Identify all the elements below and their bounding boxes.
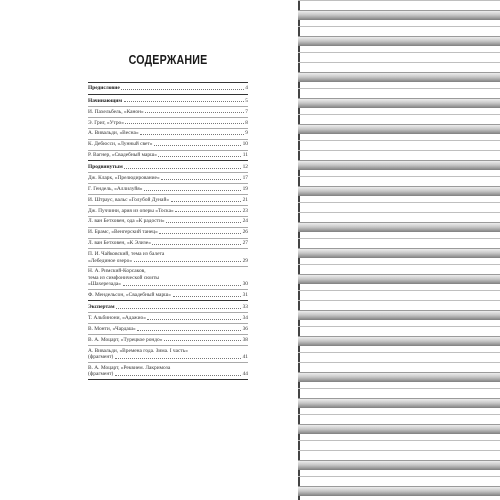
toc-section-heading[interactable]	[88, 83, 248, 94]
toc-page-number: 29	[242, 257, 248, 264]
toc-page-number: 44	[242, 371, 248, 378]
toc-entry[interactable]	[88, 150, 248, 161]
piano-black-key	[298, 10, 500, 20]
dot-leader	[121, 89, 244, 90]
toc-entry-label: тема из симфонической сюиты	[88, 274, 160, 281]
piano-white-key-divider	[298, 440, 500, 441]
piano-white-key-divider	[298, 352, 500, 353]
toc-page-number: 31	[242, 292, 248, 299]
toc-entry[interactable]	[88, 128, 248, 139]
toc-entry-label: Л. ван Бетховен, «К Элизе»	[88, 240, 151, 247]
toc-entry[interactable]	[88, 248, 248, 265]
piano-black-key	[298, 98, 500, 108]
piano-black-key	[298, 274, 500, 284]
piano-white-key-divider	[298, 114, 500, 115]
dot-leader	[115, 375, 241, 376]
toc-entry-label: Дж. Кларк, «Прелюдирование»	[88, 174, 160, 181]
toc-page-number: 17	[242, 174, 248, 181]
toc-section	[88, 94, 248, 160]
dot-leader	[152, 244, 241, 245]
piano-white-key-divider	[298, 202, 500, 203]
toc-entry-label: В. А. Моцарт, «Турецкое рондо»	[88, 336, 163, 343]
piano-black-key	[298, 486, 500, 496]
table-of-contents	[88, 82, 248, 380]
toc-entry-label: Э. Григ, «Утро»	[88, 119, 124, 126]
dot-leader	[123, 285, 242, 286]
toc-page-number: 30	[242, 281, 248, 288]
page-title: СОДЕРЖАНИЕ	[128, 52, 208, 67]
dot-leader	[161, 179, 241, 180]
toc-entry[interactable]	[88, 323, 248, 334]
dot-leader	[134, 261, 242, 262]
dot-leader	[154, 145, 241, 146]
piano-black-key	[298, 248, 500, 258]
piano-white-key-divider	[298, 290, 500, 291]
dot-leader	[147, 319, 241, 320]
toc-entry[interactable]	[88, 183, 248, 194]
toc-section	[88, 300, 248, 380]
toc-entry[interactable]	[88, 227, 248, 238]
toc-entry-label: Р. Вагнер, «Свадебный марш»	[88, 152, 157, 159]
toc-page-number: 5	[245, 97, 248, 104]
dot-leader	[145, 112, 244, 113]
piano-white-key-divider	[298, 212, 500, 213]
toc-entry[interactable]	[88, 289, 248, 300]
toc-entry[interactable]	[88, 312, 248, 323]
toc-entry[interactable]	[88, 345, 248, 362]
toc-entry-label: Экспертам	[88, 303, 115, 310]
toc-page-number: 4	[245, 85, 248, 92]
toc-entry[interactable]	[88, 238, 248, 249]
toc-page-number: 41	[242, 353, 248, 360]
toc-section-heading[interactable]	[88, 95, 248, 106]
toc-entry-label: Начинающим	[88, 97, 123, 104]
toc-entry-label: Ф. Мендельсон, «Свадебный марш»	[88, 292, 171, 299]
toc-entry[interactable]	[88, 106, 248, 117]
toc-page-number: 38	[242, 336, 248, 343]
toc-section	[88, 160, 248, 300]
piano-white-key-divider	[298, 362, 500, 363]
piano-white-key-divider	[298, 388, 500, 389]
toc-entry[interactable]	[88, 216, 248, 227]
piano-black-key	[298, 72, 500, 82]
toc-page-number: 27	[242, 240, 248, 247]
toc-entry-label: (фрагмент)	[88, 353, 114, 360]
dot-leader	[158, 156, 241, 157]
toc-entry-label: «Лебединое озеро»	[88, 257, 133, 264]
dot-leader	[125, 123, 243, 124]
toc-entry-label: (фрагмент)	[88, 371, 114, 378]
dot-leader	[173, 296, 242, 297]
toc-entry-label: И. Штраус, вальс «Голубой Дунай»	[88, 196, 170, 203]
toc-page-number: 9	[245, 130, 248, 137]
dot-leader	[115, 358, 241, 359]
toc-entry[interactable]	[88, 172, 248, 183]
dot-leader	[166, 222, 241, 223]
toc-entry[interactable]	[88, 362, 248, 379]
dot-leader	[171, 201, 242, 202]
dot-leader	[137, 330, 241, 331]
piano-white-key-divider	[298, 476, 500, 477]
toc-page-number: 19	[242, 185, 248, 192]
dot-leader	[159, 233, 241, 234]
piano-black-key	[298, 124, 500, 134]
toc-entry-label: В. Монти, «Чардаш»	[88, 325, 136, 332]
toc-page-number: 23	[242, 207, 248, 214]
piano-black-key	[298, 160, 500, 170]
toc-page-number: 34	[242, 314, 248, 321]
toc-entry-label: В. А. Моцарт, «Реквием. Лакримоза	[88, 364, 171, 371]
dot-leader	[124, 101, 244, 102]
toc-entry[interactable]	[88, 266, 248, 290]
toc-entry-label: Т. Альбинони, «Адажио»	[88, 314, 146, 321]
toc-entry-label: Предисловие	[88, 85, 120, 92]
dot-leader	[175, 211, 241, 212]
toc-entry-label: Продвинутым	[88, 163, 123, 170]
dot-leader	[164, 340, 241, 341]
toc-entry-label: К. Дебюсси, «Лунный свет»	[88, 141, 153, 148]
piano-black-key	[298, 310, 500, 320]
toc-section-heading[interactable]	[88, 161, 248, 172]
toc-page-number: 7	[245, 108, 248, 115]
piano-white-key-divider	[298, 264, 500, 265]
toc-page-number: 24	[242, 218, 248, 225]
toc-entry[interactable]	[88, 139, 248, 150]
toc-entry-label: Н. А. Римский-Корсаков,	[88, 268, 146, 275]
piano-white-key-divider	[298, 450, 500, 451]
piano-white-key-divider	[298, 140, 500, 141]
toc-entry-label: Дж. Пуччини, ария из оперы «Тоска»	[88, 207, 174, 214]
piano-white-key-divider	[298, 414, 500, 415]
toc-page-number: 10	[242, 141, 248, 148]
toc-entry[interactable]	[88, 205, 248, 216]
dot-leader	[124, 168, 241, 169]
dot-leader	[144, 190, 241, 191]
piano-black-key	[298, 398, 500, 408]
piano-black-key	[298, 186, 500, 196]
toc-entry-label: И. Брамс, «Венгерский танец»	[88, 229, 158, 236]
toc-page-number: 26	[242, 229, 248, 236]
dot-leader	[140, 134, 244, 135]
piano-black-key	[298, 372, 500, 382]
piano-black-key	[298, 336, 500, 346]
piano-white-key-divider	[298, 62, 500, 63]
piano-black-key	[298, 222, 500, 232]
toc-page-number: 12	[242, 163, 248, 170]
toc-page-number: 36	[242, 325, 248, 332]
toc-page-number: 8	[245, 119, 248, 126]
toc-entry-label: Г. Гендель, «Аллилуйя»	[88, 185, 143, 192]
piano-white-key-divider	[298, 88, 500, 89]
toc-page-number: 11	[242, 152, 248, 159]
dot-leader	[116, 308, 241, 309]
toc-entry-label: «Шахерезада»	[88, 281, 121, 288]
toc-section	[88, 82, 248, 94]
piano-white-key-divider	[298, 150, 500, 151]
toc-entry[interactable]	[88, 117, 248, 128]
piano-white-key-divider	[298, 52, 500, 53]
piano-white-key-divider	[298, 26, 500, 27]
piano-black-key	[298, 424, 500, 434]
piano-keys-illustration	[298, 0, 500, 500]
toc-page-number: 33	[242, 303, 248, 310]
piano-black-key	[298, 36, 500, 46]
piano-white-key-divider	[298, 238, 500, 239]
piano-black-key	[298, 460, 500, 470]
toc-entry-label: А. Вивальди, «Весна»	[88, 130, 139, 137]
toc-entry-label: А. Вивальди, «Времена года. Зима. I часть»	[88, 347, 188, 354]
toc-entry-label: Л. ван Бетховен, ода «К радости»	[88, 218, 165, 225]
toc-entry[interactable]	[88, 194, 248, 205]
toc-entry-label: И. Пахельбель, «Канон»	[88, 108, 144, 115]
toc-entry-label: П. И. Чайковский, тема из балета	[88, 251, 165, 258]
toc-entry[interactable]	[88, 334, 248, 345]
piano-white-key-divider	[298, 300, 500, 301]
piano-white-key-divider	[298, 326, 500, 327]
piano-white-key-divider	[298, 176, 500, 177]
toc-page-number: 21	[242, 196, 248, 203]
toc-section-heading[interactable]	[88, 301, 248, 312]
piano-white-key-divider	[298, 0, 500, 1]
